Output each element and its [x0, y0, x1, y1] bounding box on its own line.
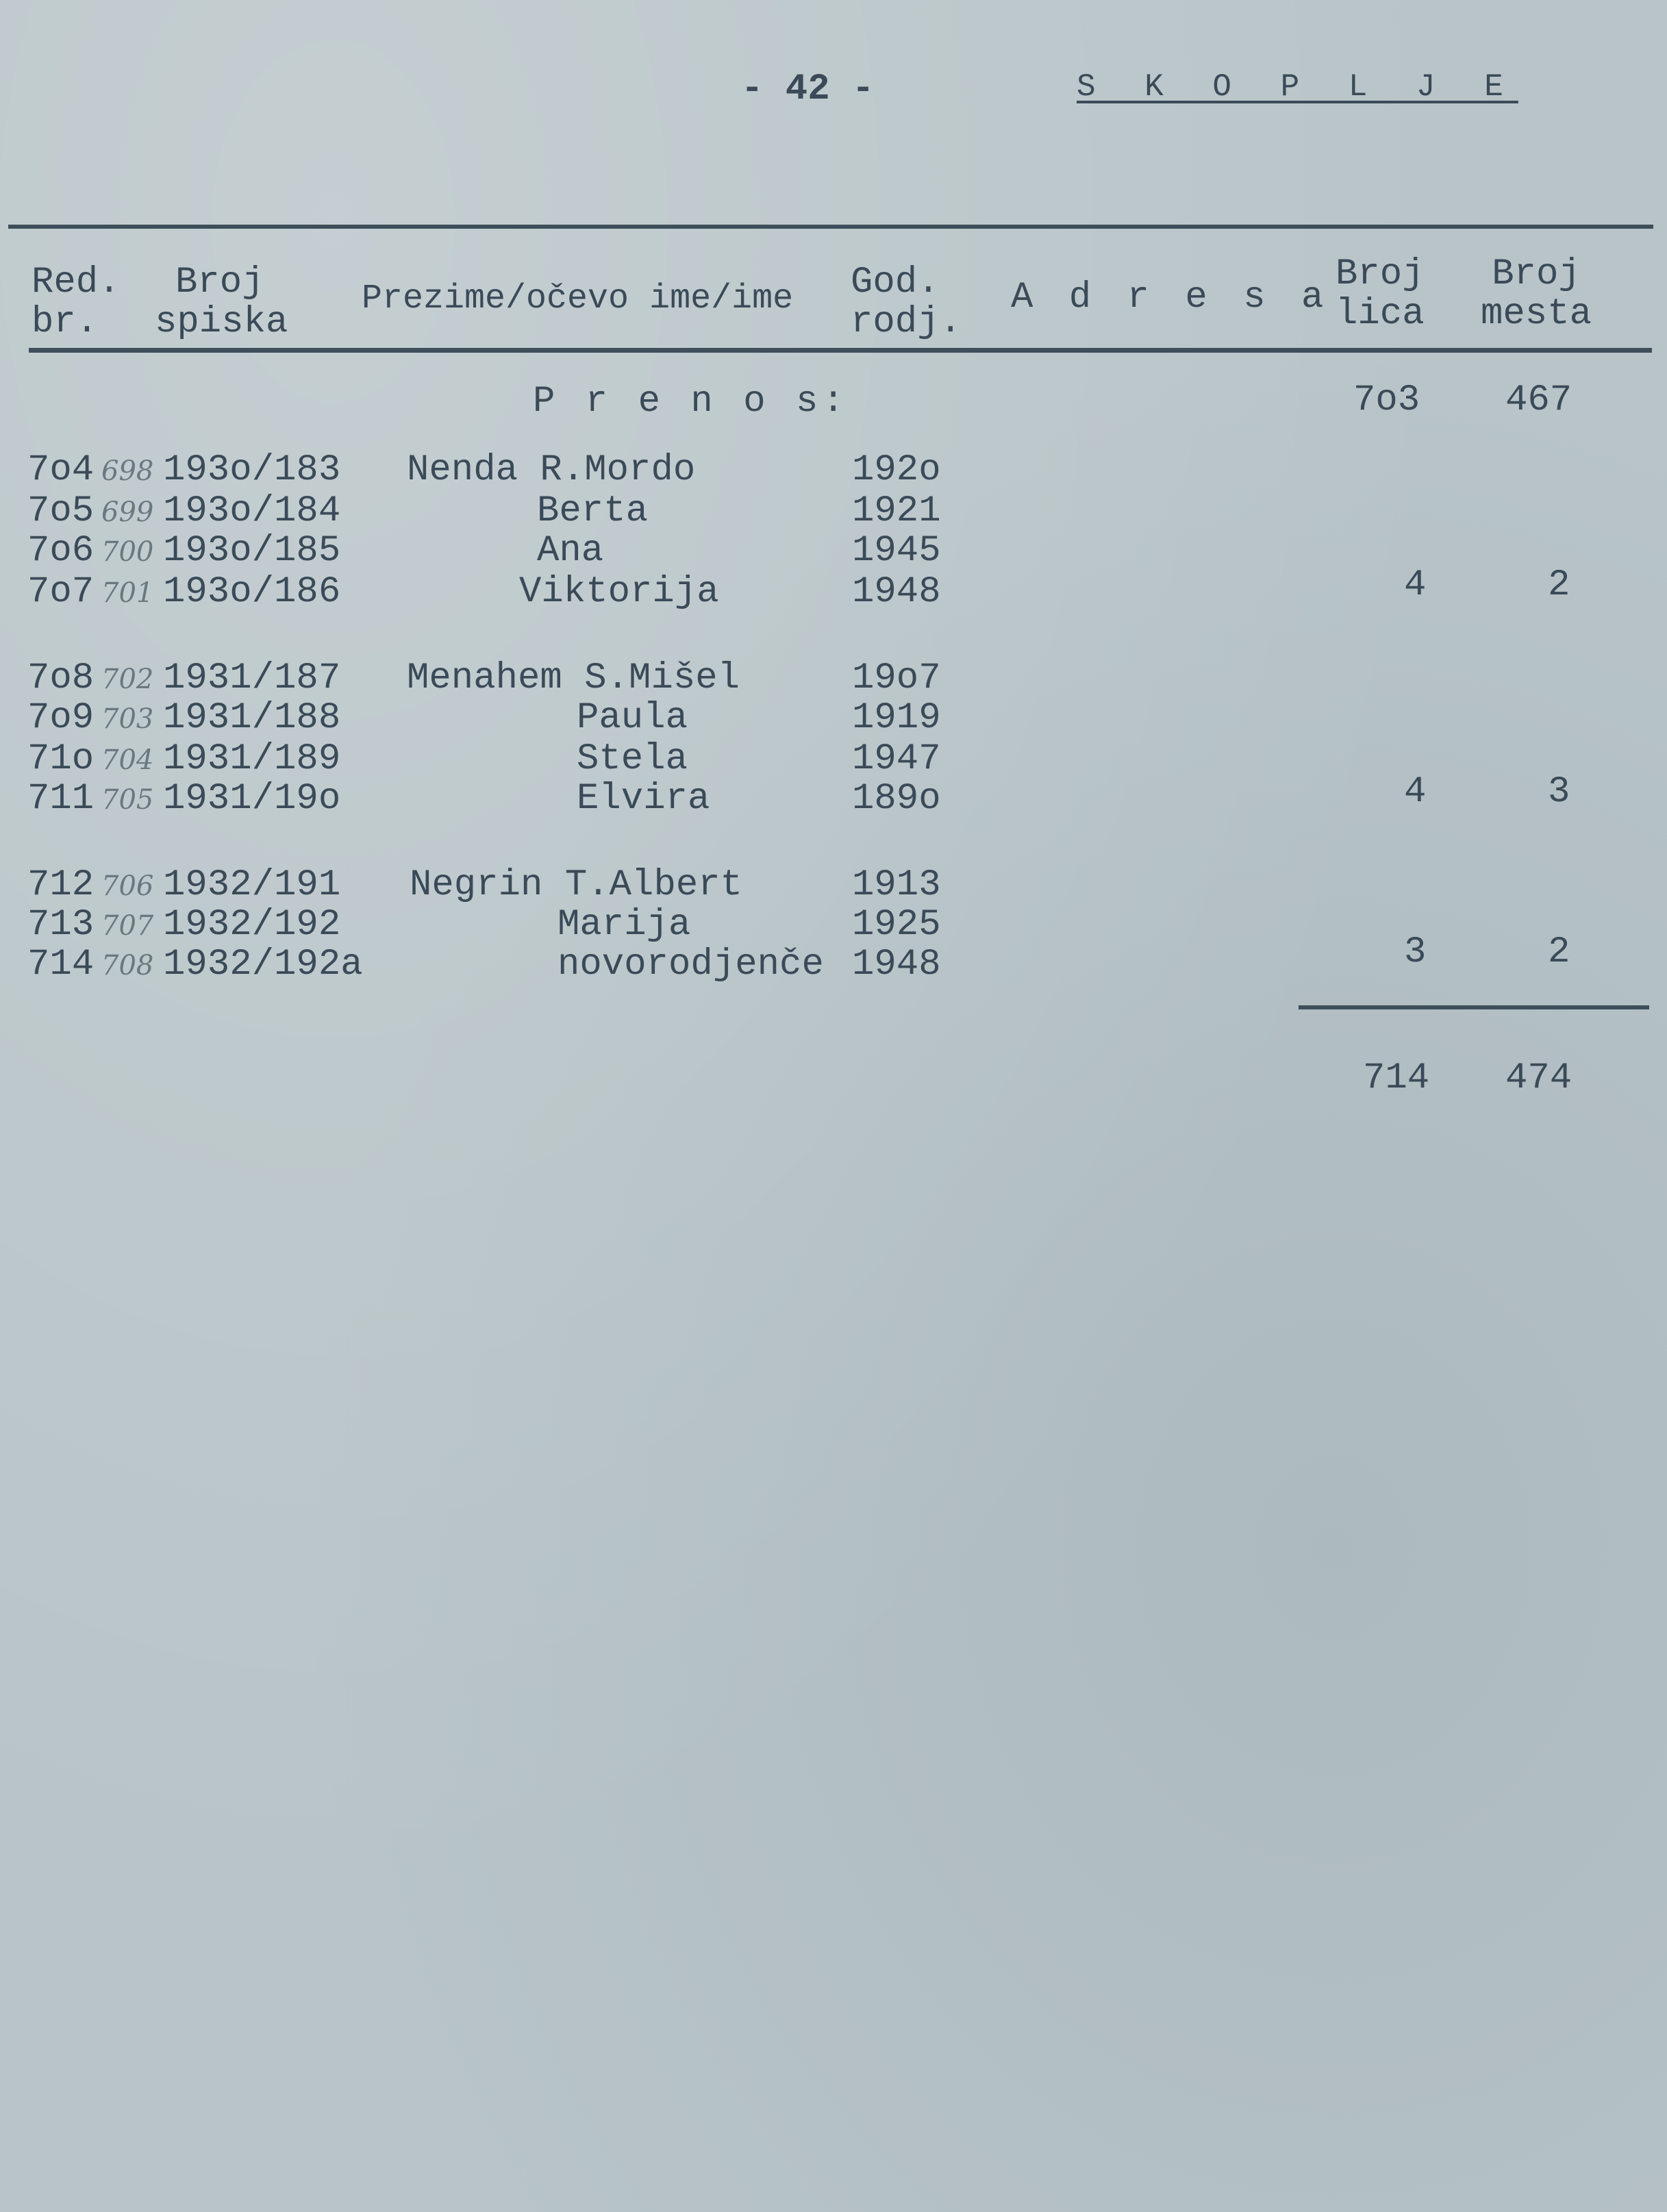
- row-handwritten-number: 701: [101, 577, 154, 609]
- row-year: 1925: [852, 904, 941, 946]
- row-spisak: 193o/184: [163, 490, 341, 532]
- group-mesta: 3: [1548, 771, 1570, 813]
- row-year: 192o: [852, 449, 941, 491]
- row-red-number: 7o5: [27, 490, 95, 532]
- total-lica: 714: [1363, 1057, 1430, 1099]
- group-lica: 4: [1404, 564, 1427, 606]
- row-red-number: 712: [27, 864, 95, 906]
- row-year: 1919: [852, 697, 941, 739]
- header-broj-spiska: [155, 263, 288, 342]
- row-handwritten-number: 706: [101, 870, 154, 902]
- group-mesta: 2: [1548, 931, 1570, 973]
- total-mesta: 474: [1505, 1057, 1572, 1099]
- header-god-line2: rodj.: [851, 301, 962, 343]
- row-red-number: 714: [27, 944, 95, 985]
- row-spisak: 1931/189: [163, 738, 341, 780]
- header-broj-lica-line2: lica: [1336, 293, 1425, 335]
- row-red-number: 7o7: [27, 571, 95, 613]
- row-handwritten-number: 703: [101, 703, 154, 735]
- row-name: Menahem S.Mišel: [407, 657, 740, 699]
- row-name: Ana: [537, 530, 604, 572]
- row-name: Negrin T.Albert: [410, 864, 743, 906]
- group-lica: 4: [1404, 771, 1427, 813]
- row-name: Viktorija: [519, 571, 719, 613]
- header-broj-spiska-line2: spiska: [155, 301, 288, 343]
- row-name: Paula: [577, 697, 688, 739]
- row-spisak: 193o/183: [163, 449, 341, 491]
- row-spisak: 1931/187: [163, 657, 341, 699]
- row-name: Stela: [577, 738, 688, 780]
- header-bottom-rule: [29, 348, 1652, 353]
- header-broj-lica: [1336, 255, 1425, 334]
- row-name: Nenda R.Mordo: [407, 449, 696, 491]
- row-spisak: 1932/192a: [163, 944, 363, 985]
- row-spisak: 1932/191: [163, 864, 341, 906]
- carry-mesta: 467: [1505, 379, 1572, 421]
- header-red-br-line2: br.: [32, 301, 99, 343]
- row-spisak: 1931/19o: [163, 778, 341, 820]
- row-red-number: 7o4: [27, 449, 95, 491]
- row-handwritten-number: 707: [101, 910, 154, 942]
- row-year: 1913: [852, 864, 941, 906]
- group-mesta: 2: [1548, 564, 1570, 606]
- total-rule: [1299, 1005, 1649, 1009]
- page-number: - 42 -: [741, 68, 875, 110]
- carry-label: P r e n o s:: [533, 381, 849, 423]
- header-prezime: Prezime/očevo ime/ime: [362, 279, 794, 318]
- header-red-br-line1: Red.: [32, 262, 121, 303]
- row-handwritten-number: 708: [101, 950, 154, 981]
- header-god-rodj: [851, 263, 962, 342]
- row-spisak: 193o/185: [163, 530, 341, 572]
- row-name: Elvira: [577, 778, 710, 820]
- row-spisak: 1931/188: [163, 697, 341, 739]
- row-spisak: 193o/186: [163, 571, 341, 613]
- row-red-number: 7o9: [27, 697, 95, 739]
- row-name: Marija: [557, 904, 691, 946]
- row-handwritten-number: 704: [101, 744, 154, 776]
- header-broj-mesta: [1481, 255, 1592, 334]
- group-lica: 3: [1404, 931, 1427, 973]
- row-year: 1948: [852, 944, 941, 985]
- header-top-rule: [8, 225, 1653, 229]
- row-handwritten-number: 698: [101, 455, 154, 487]
- row-red-number: 71o: [27, 738, 95, 780]
- carry-lica: 7o3: [1353, 379, 1420, 421]
- row-handwritten-number: 700: [101, 536, 154, 568]
- header-god-line1: God.: [851, 262, 940, 303]
- row-handwritten-number: 699: [101, 497, 154, 528]
- row-handwritten-number: 702: [101, 664, 154, 695]
- row-red-number: 7o6: [27, 530, 95, 572]
- row-red-number: 711: [27, 778, 95, 820]
- row-year: 1947: [852, 738, 941, 780]
- row-year: 1948: [852, 571, 941, 613]
- row-year: 1921: [852, 490, 941, 532]
- city-title: S K O P L J E: [1077, 69, 1518, 105]
- header-broj-lica-line1: Broj: [1336, 253, 1425, 295]
- row-year: 19o7: [852, 657, 941, 699]
- row-name: Berta: [537, 490, 649, 532]
- row-handwritten-number: 705: [101, 784, 154, 816]
- header-broj-mesta-line1: Broj: [1492, 253, 1581, 295]
- row-name: novorodjenče: [557, 944, 824, 985]
- header-broj-mesta-line2: mesta: [1481, 293, 1592, 335]
- row-red-number: 713: [27, 904, 95, 946]
- header-broj-spiska-line1: Broj: [175, 262, 264, 303]
- header-red-br: [32, 263, 121, 342]
- header-adresa: A d r e s a: [1011, 277, 1331, 318]
- row-year: 1945: [852, 530, 941, 572]
- row-year: 189o: [852, 778, 941, 820]
- row-red-number: 7o8: [27, 657, 95, 699]
- row-spisak: 1932/192: [163, 904, 341, 946]
